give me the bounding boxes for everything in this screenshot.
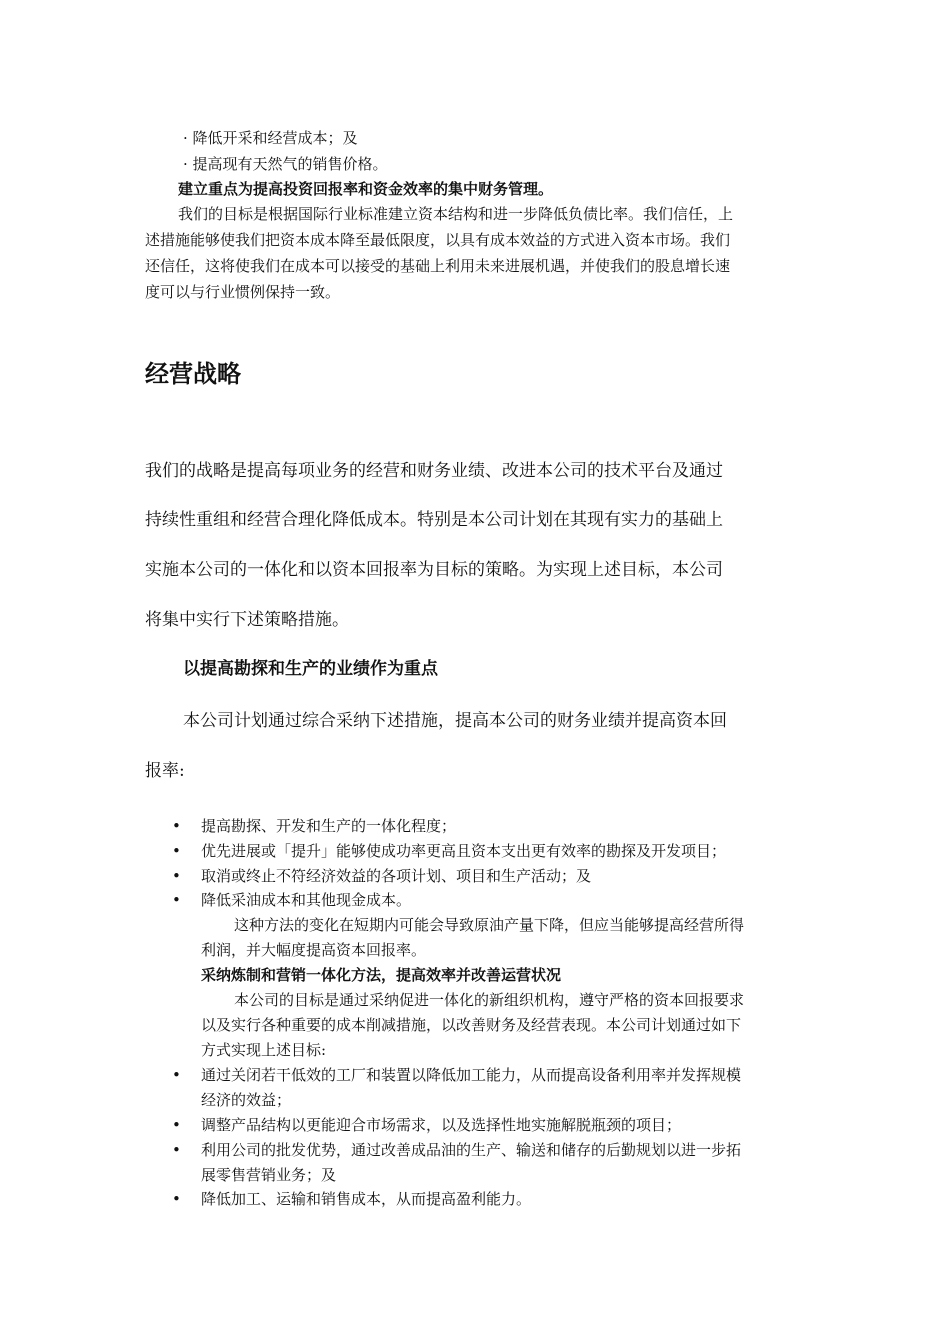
bullet-icon: • <box>172 817 181 835</box>
list-item: 利用公司的批发优势，通过改善成品油的生产、输送和储存的后勤规划以进一步拓 <box>201 1141 742 1159</box>
paragraph-line: 本公司计划通过综合采纳下述措施，提高本公司的财务业绩并提高资本回 <box>183 711 727 731</box>
paragraph-line: 我们的战略是提高每项业务的经营和财务业绩、改进本公司的技术平台及通过 <box>145 461 723 481</box>
list-item: 提高勘探、开发和生产的一体化程度； <box>201 817 457 835</box>
section-title: 经营战略 <box>145 360 241 388</box>
note-line: 这种方法的变化在短期内可能会导致原油产量下降，但应当能够提高经营所得 <box>234 916 745 934</box>
list-item: 取消或终止不符经济效益的各项计划、项目和生产活动；及 <box>201 867 592 885</box>
list-item: 降低采油成本和其他现金成本。 <box>201 891 412 909</box>
paragraph-line: 将集中实行下述策略措施。 <box>145 610 349 630</box>
list-item: · 提高现有天然气的销售价格。 <box>183 155 388 173</box>
paragraph-line: 度可以与行业惯例保持一致。 <box>145 283 341 301</box>
list-item: 调整产品结构以更能迎合市场需求，以及选择性地实施解脱瓶颈的项目； <box>201 1116 682 1134</box>
paragraph-line: 报率: <box>145 761 185 781</box>
paragraph-line: 述措施能够使我们把资本成本降至最低限度，以具有成本效益的方式进入资本市场。我们 <box>145 231 731 249</box>
paragraph-line: 实施本公司的一体化和以资本回报率为目标的策略。为实现上述目标，本公司 <box>145 560 723 580</box>
bullet-icon: • <box>172 842 181 860</box>
bold-heading: 建立重点为提高投资回报率和资金效率的集中财务管理。 <box>178 180 554 198</box>
note-line: 利润，并大幅度提高资本回报率。 <box>201 941 427 959</box>
paragraph-line: 以及实行各种重要的成本削减措施，以改善财务及经营表现。本公司计划通过如下 <box>201 1016 742 1034</box>
paragraph-line: 本公司的目标是通过采纳促进一体化的新组织机构，遵守严格的资本回报要求 <box>234 991 745 1009</box>
list-item-continuation: 经济的效益； <box>201 1091 292 1109</box>
bullet-icon: • <box>172 1141 181 1159</box>
paragraph-line: 持续性重组和经营合理化降低成本。特别是本公司计划在其现有实力的基础上 <box>145 510 723 530</box>
list-item: 优先进展或「提升」能够使成功率更高且资本支出更有效率的勘探及开发项目； <box>201 842 727 860</box>
sub-heading: 以提高勘探和生产的业绩作为重点 <box>183 659 438 679</box>
bullet-icon: • <box>172 867 181 885</box>
paragraph-line: 我们的目标是根据国际行业标准建立资本结构和进一步降低负债比率。我们信任，上 <box>178 205 734 223</box>
list-item-continuation: 展零售营销业务；及 <box>201 1166 337 1184</box>
list-item: · 降低开采和经营成本；及 <box>183 129 358 147</box>
paragraph-line: 还信任，这将使我们在成本可以接受的基础上利用未来进展机遇，并使我们的股息增长速 <box>145 257 731 275</box>
list-item: 降低加工、运输和销售成本，从而提高盈利能力。 <box>201 1190 532 1208</box>
bullet-icon: • <box>172 1190 181 1208</box>
bullet-icon: • <box>172 1066 181 1084</box>
list-item: 通过关闭若干低效的工厂和装置以降低加工能力，从而提高设备利用率并发挥规模 <box>201 1066 742 1084</box>
sub-heading: 采纳炼制和营销一体化方法，提高效率并改善运营状况 <box>201 966 562 984</box>
bullet-icon: • <box>172 1116 181 1134</box>
bullet-icon: • <box>172 891 181 909</box>
paragraph-line: 方式实现上述目标: <box>201 1041 327 1059</box>
